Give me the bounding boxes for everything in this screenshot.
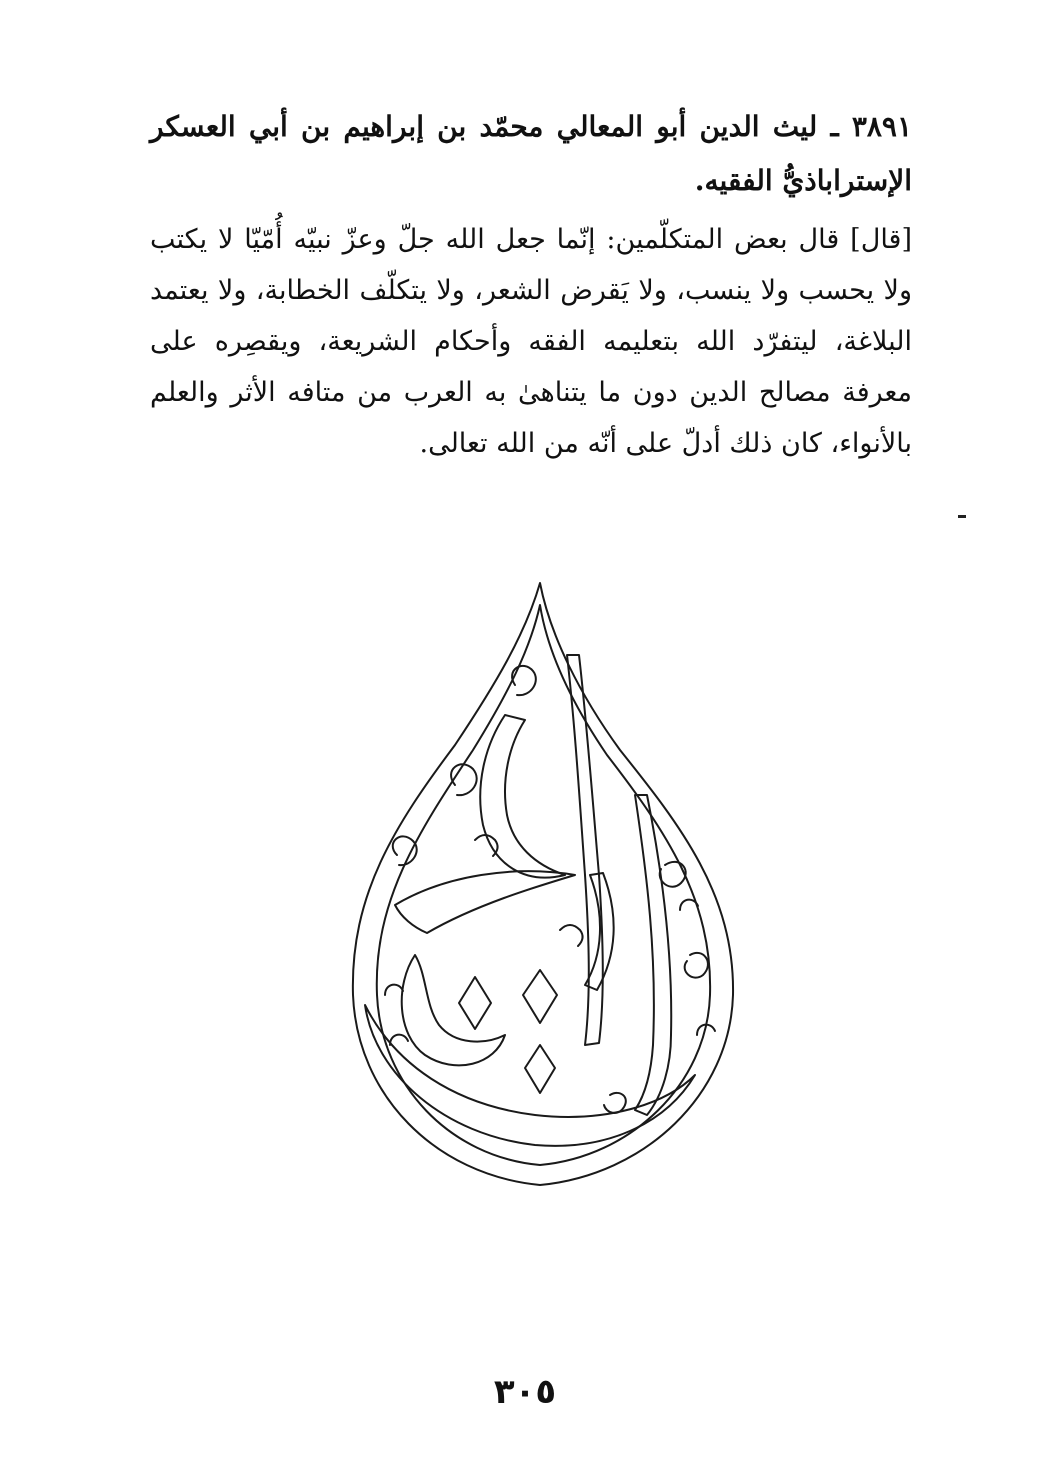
swoop-upper xyxy=(395,871,575,933)
small-letter-3 xyxy=(604,1093,626,1113)
loop-left xyxy=(402,955,505,1065)
small-letter-7 xyxy=(680,900,698,910)
curl-2 xyxy=(451,764,477,795)
curl-3 xyxy=(393,836,417,865)
curl-4 xyxy=(660,862,686,887)
curl-5 xyxy=(685,953,708,978)
diamond-3 xyxy=(459,977,491,1029)
curl-1 xyxy=(512,666,536,695)
quote-bracket: [قال] xyxy=(850,224,912,255)
alif-stroke-1 xyxy=(567,655,603,1045)
entry-number: ٣٨٩١ xyxy=(851,110,912,143)
small-letter-4 xyxy=(390,1035,408,1045)
alif-stroke-2 xyxy=(635,795,671,1115)
print-mark xyxy=(958,515,966,518)
diamond-2 xyxy=(525,1045,555,1093)
calligraphy-ornament xyxy=(335,575,755,1215)
entry-title: ـ ليث الدين أبو المعالي محمّد بن إبراهيم بن أبي العسكر الإستراباذيُّ الفقيه. xyxy=(150,110,912,197)
page-number: ٣٠٥ xyxy=(493,1372,557,1412)
entry-body xyxy=(150,214,912,469)
diamond-1 xyxy=(523,970,557,1023)
small-letter-5 xyxy=(385,985,403,995)
entry-quote-text: قال بعض المتكلّمين: إنّما جعل الله جلّ وعزّ نبيّه أُمّيّا لا يكتب ولا يحسب ولا ينسب، ولا يَقرض الشعر، ولا يتكلّف الخطابة، ولا يعتمد البلاغة، ليتفرّد الله بتعليمه الفقه وأحكام الشريعة، ويقصِره على معرفة مصالح الدين دون ما يتناهىٰ به العرب من متافه الأثر والعلم بالأنواء، كان ذلك أدلّ على أنّه من الله تعالى. xyxy=(150,224,912,459)
entry-heading xyxy=(150,100,912,208)
small-letter-2 xyxy=(560,925,583,946)
biography-entry xyxy=(150,100,912,469)
arc-band xyxy=(480,715,565,878)
